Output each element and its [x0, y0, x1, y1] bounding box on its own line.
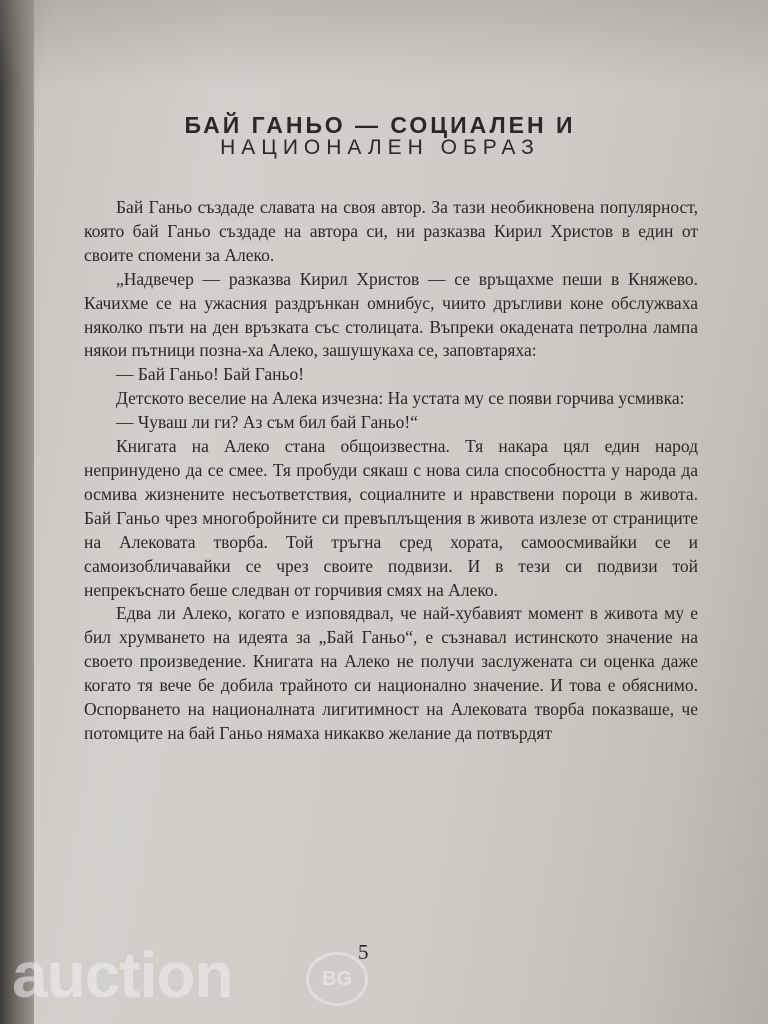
paragraph: Детското веселие на Алека изчезна: На устата му се появи горчива усмивка:: [116, 388, 685, 409]
page-shadow: [0, 0, 768, 90]
chapter-title-line2: НАЦИОНАЛЕН ОБРАЗ: [220, 136, 540, 159]
paragraph: „Надвечер — разказва Кирил Христов — се връщахме пеши в Княжево. Качихме се на ужасния раздрънкан омнибус, чиито дръгливи коне обслужваха няколко пъти на ден връзката със столицата. Въпреки окадената петролна лампа някои пътници позна-ха Алеко, зашушукаха се, заповтаряха:: [84, 268, 698, 361]
dialog-line: — Бай Ганьо! Бай Ганьо!: [116, 364, 305, 385]
paragraph: Бай Ганьо създаде славата на своя автор. За тази необикновена популярност, която бай Ганьо създаде на автора си, ни разказва Кирил Христов в един от своите спомени за Алеко.: [84, 197, 698, 265]
dialog-line: — Чуваш ли ги? Аз съм бил бай Ганьо!“: [116, 412, 418, 433]
watermark-badge: BG: [306, 952, 368, 1006]
paragraph: Книгата на Алеко стана общоизвестна. Тя накара цял един народ непринудено да се смее. Тя пробуди сякаш с нова сила способността у народа да осмива жизнените несъответствия, социалните и нравствени пороци в живота. Бай Ганьо чрез многобройните си превъплъщения в живота излезе от страниците на Алековата творба. Той тръгна сред хората, самоосмивайки се и самоизобличавайки се чрез своите подвизи. И в тези си подвизи той непрекъснато беше следван от горчивия смях на Алеко.: [84, 436, 698, 600]
page-number: 5: [358, 940, 369, 964]
paragraph: Едва ли Алеко, когато е изповядвал, че най-хубавият момент в живота му е бил хрумването на идеята за „Бай Ганьо“, е съзнавал истинското значение на своето произведение. Книгата на Алеко не получи заслужената си оценка даже когато тя вече бе добила трайното си национално значение. И това е обяснимо. Оспорването на националната лигитимност на Алековата творба показваше, че потомците на бай Ганьо нямаха никакво желание да потвърдят: [84, 603, 698, 743]
watermark-logo: auction: [12, 939, 233, 1011]
book-spine: [0, 0, 34, 1024]
chapter-title-line1: БАЙ ГАНЬО — СОЦИАЛЕН И: [184, 112, 576, 138]
body-text: [84, 196, 698, 746]
